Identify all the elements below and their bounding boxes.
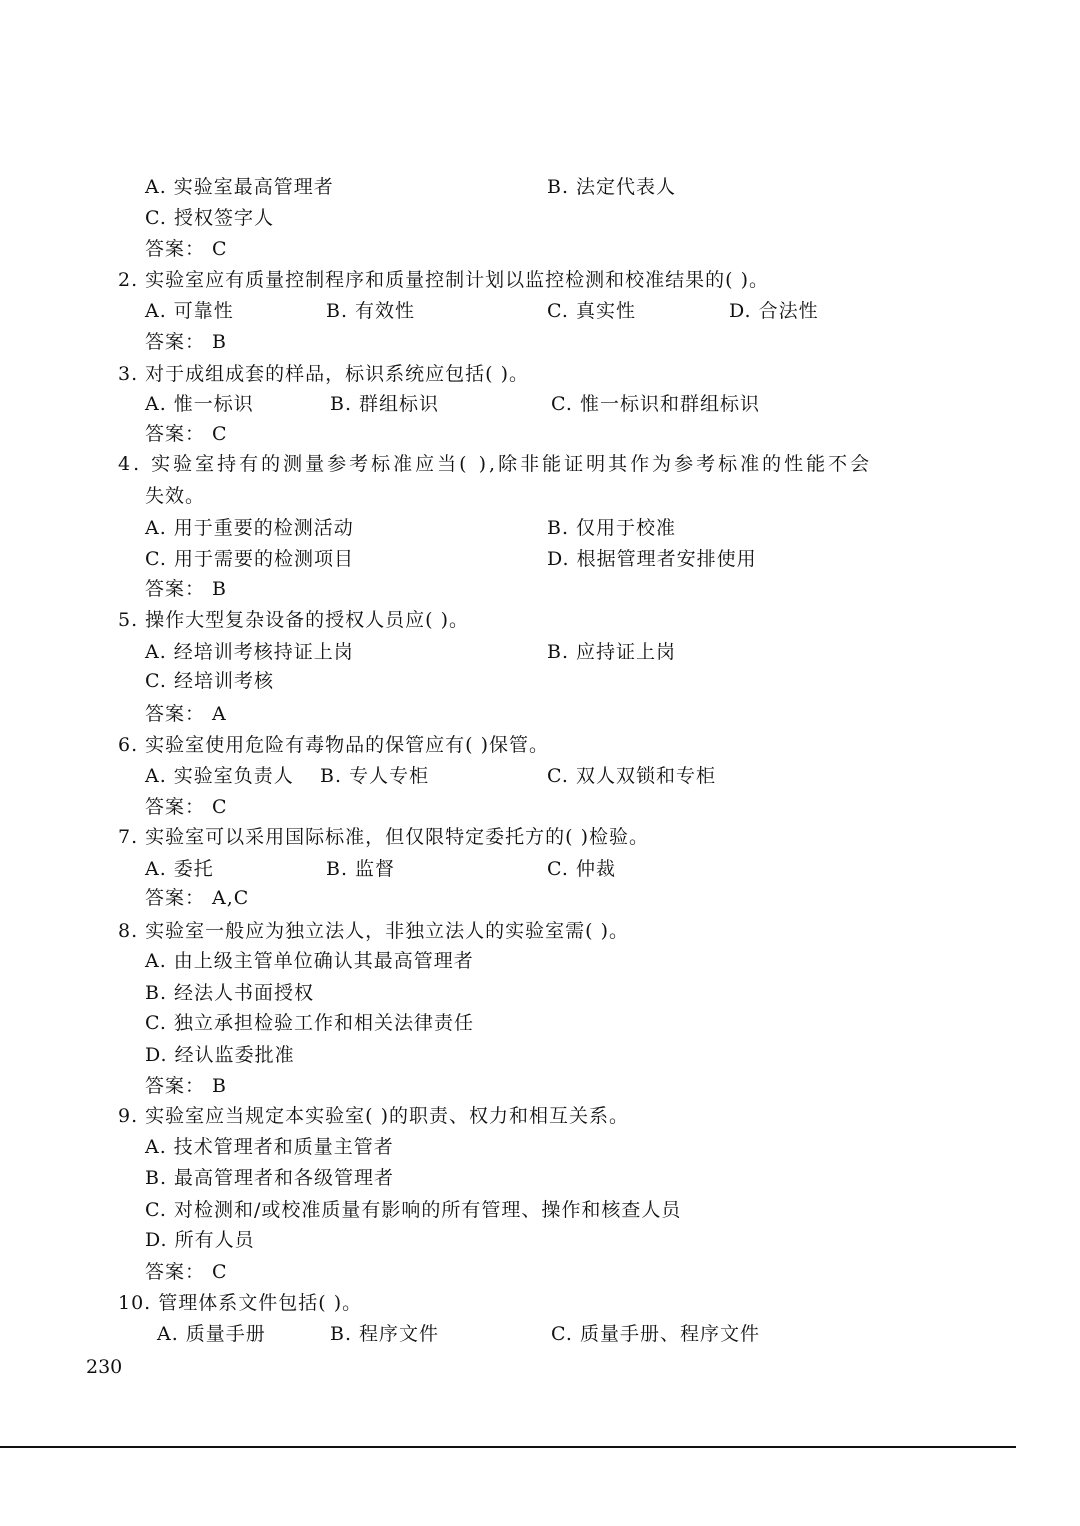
q5-option-b: B. 应持证上岗 (547, 641, 677, 663)
q5-option-a: A. 经培训考核持证上岗 (145, 641, 354, 663)
q6-answer: 答案： C (145, 796, 228, 818)
q1-option-a: A. 实验室最高管理者 (145, 176, 334, 198)
q2-option-a: A. 可靠性 (145, 300, 234, 322)
q4-option-b: B. 仅用于校准 (547, 517, 677, 539)
q9-option-a: A. 技术管理者和质量主管者 (145, 1136, 394, 1158)
q3-option-b: B. 群组标识 (330, 393, 440, 415)
q1-option-c: C. 授权签字人 (145, 207, 274, 229)
q3-stem: 3. 对于成组成套的样品，标识系统应包括( )。 (118, 363, 530, 385)
q7-option-a: A. 委托 (145, 858, 214, 880)
q4-answer: 答案： B (145, 578, 228, 600)
q2-option-b: B. 有效性 (326, 300, 416, 322)
q4-stem-line2: 失效。 (145, 485, 206, 507)
q2-option-c: C. 真实性 (547, 300, 636, 322)
q10-option-b: B. 程序文件 (330, 1323, 440, 1345)
q9-stem: 9. 实验室应当规定本实验室( )的职责、权力和相互关系。 (118, 1105, 630, 1127)
q8-option-a: A. 由上级主管单位确认其最高管理者 (145, 950, 474, 972)
q9-option-d: D. 所有人员 (145, 1229, 255, 1251)
footer-divider (0, 1446, 1016, 1448)
q7-option-c: C. 仲裁 (547, 858, 616, 880)
q1-answer: 答案： C (145, 238, 228, 260)
q4-option-d: D. 根据管理者安排使用 (547, 548, 757, 570)
q2-option-d: D. 合法性 (729, 300, 819, 322)
q8-stem: 8. 实验室一般应为独立法人，非独立法人的实验室需( )。 (118, 920, 630, 942)
q7-answer: 答案： A,C (145, 887, 250, 909)
q8-option-b: B. 经法人书面授权 (145, 982, 315, 1004)
q8-option-d: D. 经认监委批准 (145, 1044, 295, 1066)
q8-option-c: C. 独立承担检验工作和相关法律责任 (145, 1012, 474, 1034)
q9-answer: 答案： C (145, 1261, 228, 1283)
q5-stem: 5. 操作大型复杂设备的授权人员应( )。 (118, 609, 470, 631)
q10-option-a: A. 质量手册 (157, 1323, 266, 1345)
q7-stem: 7. 实验室可以采用国际标准，但仅限特定委托方的( )检验。 (118, 826, 650, 848)
q6-option-c: C. 双人双锁和专柜 (547, 765, 716, 787)
q3-answer: 答案： C (145, 423, 228, 445)
q1-option-b: B. 法定代表人 (547, 176, 677, 198)
q8-answer: 答案： B (145, 1075, 228, 1097)
q3-option-c: C. 惟一标识和群组标识 (551, 393, 760, 415)
q4-stem-line1: 4. 实验室持有的测量参考标准应当( ),除非能证明其作为参考标准的性能不会 (118, 453, 873, 475)
q5-option-c: C. 经培训考核 (145, 670, 274, 692)
q9-option-b: B. 最高管理者和各级管理者 (145, 1167, 395, 1189)
q9-option-c: C. 对检测和/或校准质量有影响的所有管理、操作和核查人员 (145, 1199, 682, 1221)
q3-option-a: A. 惟一标识 (145, 393, 254, 415)
q6-option-b: B. 专人专柜 (320, 765, 430, 787)
q10-stem: 10. 管理体系文件包括( )。 (118, 1292, 363, 1314)
q10-option-c: C. 质量手册、程序文件 (551, 1323, 760, 1345)
q4-option-a: A. 用于重要的检测活动 (145, 517, 354, 539)
q4-option-c: C. 用于需要的检测项目 (145, 548, 354, 570)
q6-stem: 6. 实验室使用危险有毒物品的保管应有( )保管。 (118, 734, 550, 756)
q7-option-b: B. 监督 (326, 858, 396, 880)
q5-answer: 答案： A (145, 703, 227, 725)
page-number: 230 (86, 1356, 123, 1378)
q2-stem: 2. 实验室应有质量控制程序和质量控制计划以监控检测和校准结果的( )。 (118, 269, 770, 291)
q2-answer: 答案： B (145, 331, 228, 353)
q6-option-a: A. 实验室负责人 (145, 765, 294, 787)
